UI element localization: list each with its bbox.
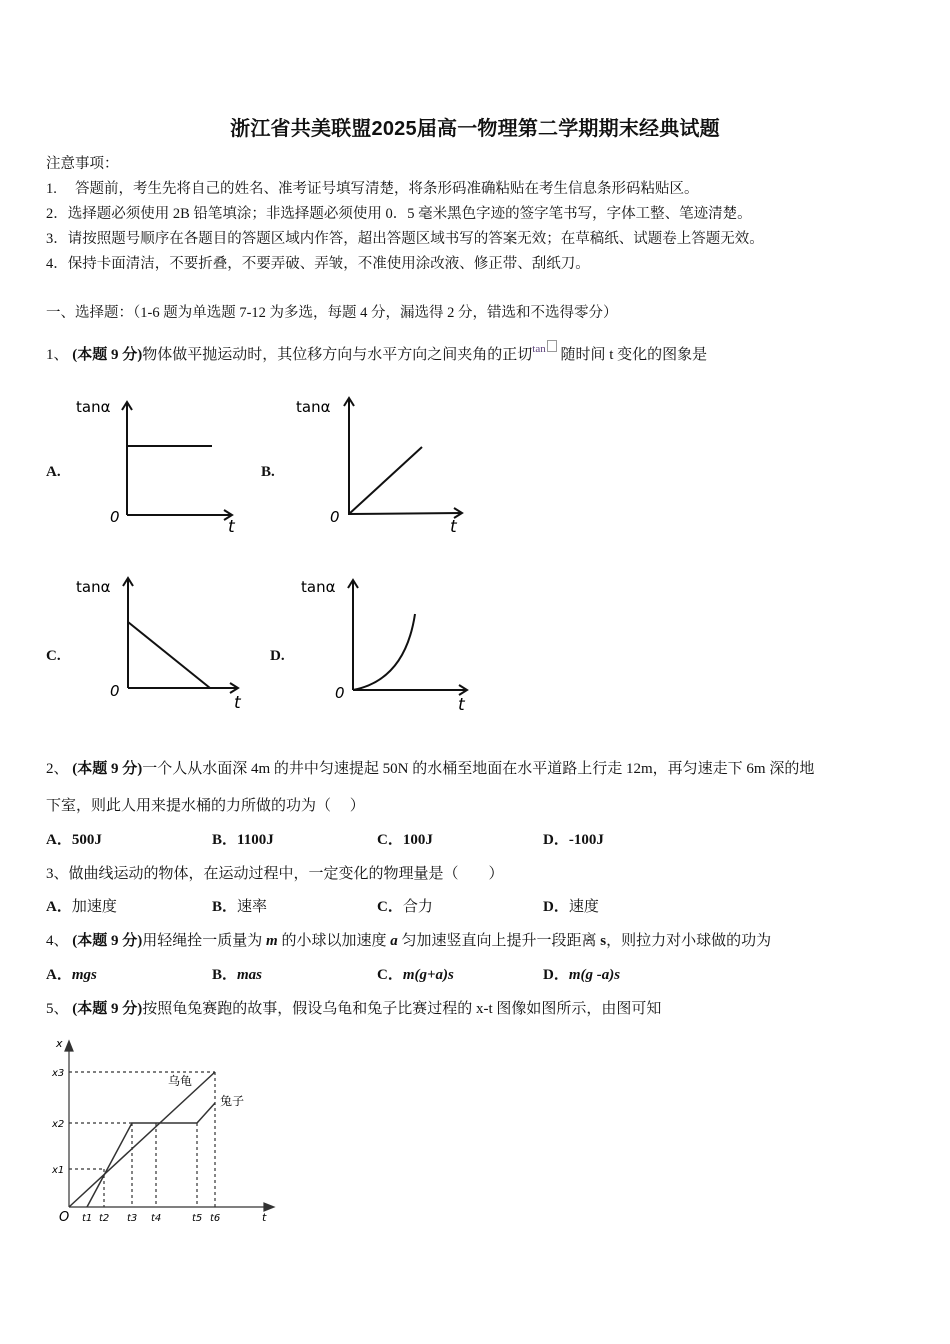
q3-option-d[interactable]: D．速度 xyxy=(543,899,599,915)
svg-text:tanα: tanα xyxy=(301,578,336,596)
notice-heading: 注意事项： xyxy=(46,156,119,172)
q4-option-b[interactable]: B．mas xyxy=(212,967,263,983)
option-d-label[interactable]: D. xyxy=(270,648,285,664)
svg-text:t: t xyxy=(450,517,457,535)
svg-text:tanα: tanα xyxy=(296,398,331,416)
notice-item-2: 2．选择题必须使用 2B 铅笔填涂；非选择题必须使用 0．5 毫米黑色字迹的签字笔书写，字体工整、笔迹清楚。 xyxy=(46,206,752,222)
svg-text:x3: x3 xyxy=(52,1068,65,1079)
svg-text:x1: x1 xyxy=(52,1165,65,1176)
graph-option-d xyxy=(295,572,475,720)
svg-text:t2: t2 xyxy=(99,1213,110,1224)
question-score: (本题 9 分) xyxy=(72,347,143,363)
question-2: 2、 (本题 9 分)一个人从水面深 4m 的井中匀速提起 50N 的水桶至地面在水平道路上行走 12m，再匀速走下 6m 深的地 xyxy=(46,761,815,777)
svg-text:0: 0 xyxy=(110,508,120,526)
svg-text:0: 0 xyxy=(110,682,120,700)
notice-item-4: 4．保持卡面清洁，不要折叠，不要弄破、弄皱，不准使用涂改液、修正带、刮纸刀。 xyxy=(46,256,590,272)
y-axis-label: x xyxy=(56,1037,63,1050)
q4-option-d[interactable]: D．m(g -a)s xyxy=(543,967,621,983)
question-2-line2: 下室，则此人用来提水桶的力所做的功为（ ） xyxy=(46,798,365,814)
svg-text:tanα: tanα xyxy=(76,578,111,596)
svg-text:t: t xyxy=(262,1211,267,1224)
option-c-label[interactable]: C. xyxy=(46,648,61,664)
q4-option-c[interactable]: C．m(g+a)s xyxy=(377,967,454,983)
q2-option-b[interactable]: B．1100J xyxy=(212,832,274,848)
svg-text:0: 0 xyxy=(335,684,345,702)
question-1 xyxy=(46,340,707,364)
graph-option-b xyxy=(290,390,470,535)
tortoise-label: 乌龟 xyxy=(168,1074,193,1088)
question-4: 4、 (本题 9 分)用轻绳拴一质量为 m 的小球以加速度 a 匀加速竖直向上提升一段距离 s，则拉力对小球做的功为 xyxy=(46,933,772,949)
question-3: 3、做曲线运动的物体，在运动过程中，一定变化的物理量是（ ） xyxy=(46,866,504,882)
graph-option-a xyxy=(70,392,250,537)
y-axis-label: tanα xyxy=(76,398,111,416)
svg-text:t: t xyxy=(234,693,241,713)
q3-option-a[interactable]: A．加速度 xyxy=(46,899,117,915)
q3-option-b[interactable]: B．速率 xyxy=(212,899,268,915)
svg-text:t6: t6 xyxy=(210,1213,221,1224)
svg-text:t: t xyxy=(228,517,235,537)
svg-text:t4: t4 xyxy=(151,1213,162,1224)
q2-option-d[interactable]: D．-100J xyxy=(543,832,604,848)
option-a-label[interactable]: A. xyxy=(46,464,61,480)
question-5: 5、 (本题 9 分)按照龟兔赛跑的故事，假设乌龟和兔子比赛过程的 x-t 图像如图所示，由图可知 xyxy=(46,1001,662,1017)
svg-text:t: t xyxy=(458,695,465,715)
q2-option-a[interactable]: A．500J xyxy=(46,832,102,848)
svg-text:O: O xyxy=(59,1210,70,1225)
svg-text:0: 0 xyxy=(330,508,340,526)
tan-symbol: tan xyxy=(532,343,546,355)
xt-graph-figure xyxy=(40,1035,290,1225)
document-title: 浙江省共美联盟2025届高一物理第二学期期末经典试题 xyxy=(230,118,720,140)
svg-text:t1: t1 xyxy=(82,1213,93,1224)
q4-option-a[interactable]: A．mgs xyxy=(46,967,97,983)
graph-option-c xyxy=(70,570,250,720)
svg-text:t3: t3 xyxy=(127,1213,138,1224)
section-heading: 一、选择题：（1-6 题为单选题 7-12 为多选，每题 4 分，漏选得 2 分，错选和不选得零分） xyxy=(46,305,618,321)
missing-glyph-icon xyxy=(547,340,557,352)
q3-option-c[interactable]: C．合力 xyxy=(377,899,433,915)
notice-item-1: 1. 答题前，考生先将自己的姓名、准考证号填写清楚，将条形码准确粘贴在考生信息条形码粘贴区。 xyxy=(46,181,699,197)
question-text-after: 随时间 t 变化的图象是 xyxy=(556,347,708,363)
q2-option-c[interactable]: C．100J xyxy=(377,832,433,848)
svg-text:x2: x2 xyxy=(52,1119,65,1130)
svg-text:t5: t5 xyxy=(192,1213,203,1224)
question-number: 1、 xyxy=(46,347,69,363)
rabbit-label: 兔子 xyxy=(220,1094,245,1108)
question-text: 物体做平抛运动时，其位移方向与水平方向之间夹角的正切 xyxy=(142,347,533,363)
option-b-label[interactable]: B. xyxy=(261,464,275,480)
notice-item-3: 3．请按照题号顺序在各题目的答题区域内作答，超出答题区域书写的答案无效；在草稿纸、试题卷上答题无效。 xyxy=(46,231,764,247)
